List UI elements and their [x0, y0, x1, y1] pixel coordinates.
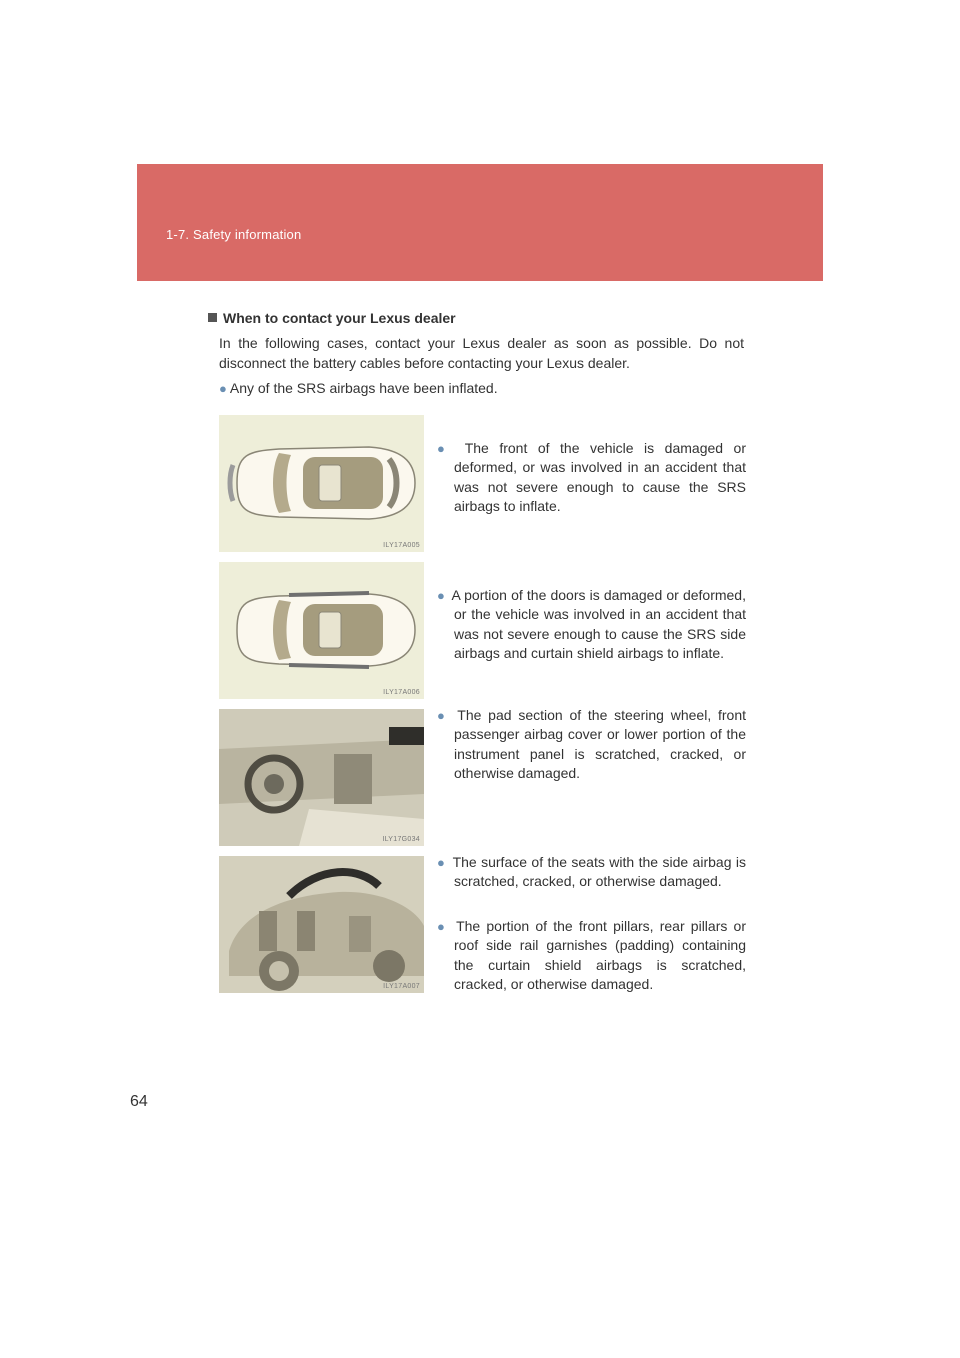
- figure-code: ILY17A006: [383, 689, 420, 696]
- page-number: 64: [130, 1093, 148, 1110]
- bullet-seat-surface-damage: ● The surface of the seats with the side airbag is scratched, cracked, or otherwise damaged.: [437, 854, 747, 890]
- car-top-view-icon: [219, 415, 424, 552]
- bullet-icon: ●: [437, 588, 446, 603]
- bullet-front-damage: ● The front of the vehicle is damaged or deformed, or was involved in an accident that was not severe enough to cause the SRS airbags to inflate.: [437, 440, 746, 515]
- figure-dashboard: [219, 709, 424, 846]
- bullet-steering-pad-damage: ● The pad section of the steering wheel, front passenger airbag cover or lower portion of the instrument panel is scratched, cracked, or otherwise damaged.: [437, 707, 746, 782]
- square-bullet-icon: [208, 313, 217, 322]
- bullet-door-damage: ● A portion of the doors is damaged or deformed, or the vehicle was involved in an accident that was not severe enough to cause the SRS side airbags and curtain shield airbags to inflate.: [437, 587, 746, 662]
- car-cutaway-icon: [219, 856, 424, 993]
- bullet-icon: ●: [437, 919, 448, 934]
- intro-paragraph: In the following cases, contact your Lexus dealer as soon as possible. Do not disconnect the battery cables before contacting your Lexus dealer.: [219, 335, 744, 371]
- bullet-icon: ●: [437, 855, 446, 870]
- figure-seats-pillars: [219, 856, 424, 993]
- bullet-icon: ●: [219, 381, 227, 396]
- bullet-icon: ●: [437, 441, 452, 456]
- figure-door-damage: [219, 562, 424, 699]
- dashboard-illustration-icon: [219, 709, 424, 846]
- section-heading: When to contact your Lexus dealer: [208, 310, 456, 326]
- bullet-icon: ●: [437, 708, 448, 723]
- header-band: [137, 164, 823, 281]
- figure-code: ILY17A005: [383, 542, 420, 549]
- figure-code: ILY17A007: [383, 983, 420, 990]
- bullet-airbags-inflated: ● Any of the SRS airbags have been inflated.: [219, 380, 498, 396]
- figure-front-damage: [219, 415, 424, 552]
- car-top-view-icon: [219, 562, 424, 699]
- bullet-pillar-damage: ● The portion of the front pillars, rear pillars or roof side rail garnishes (padding) containing the curtain shield airbags is scratched, cracked, or otherwise damaged.: [437, 918, 746, 993]
- section-title: 1-7. Safety information: [166, 227, 302, 242]
- figure-code: ILY17G034: [382, 836, 420, 843]
